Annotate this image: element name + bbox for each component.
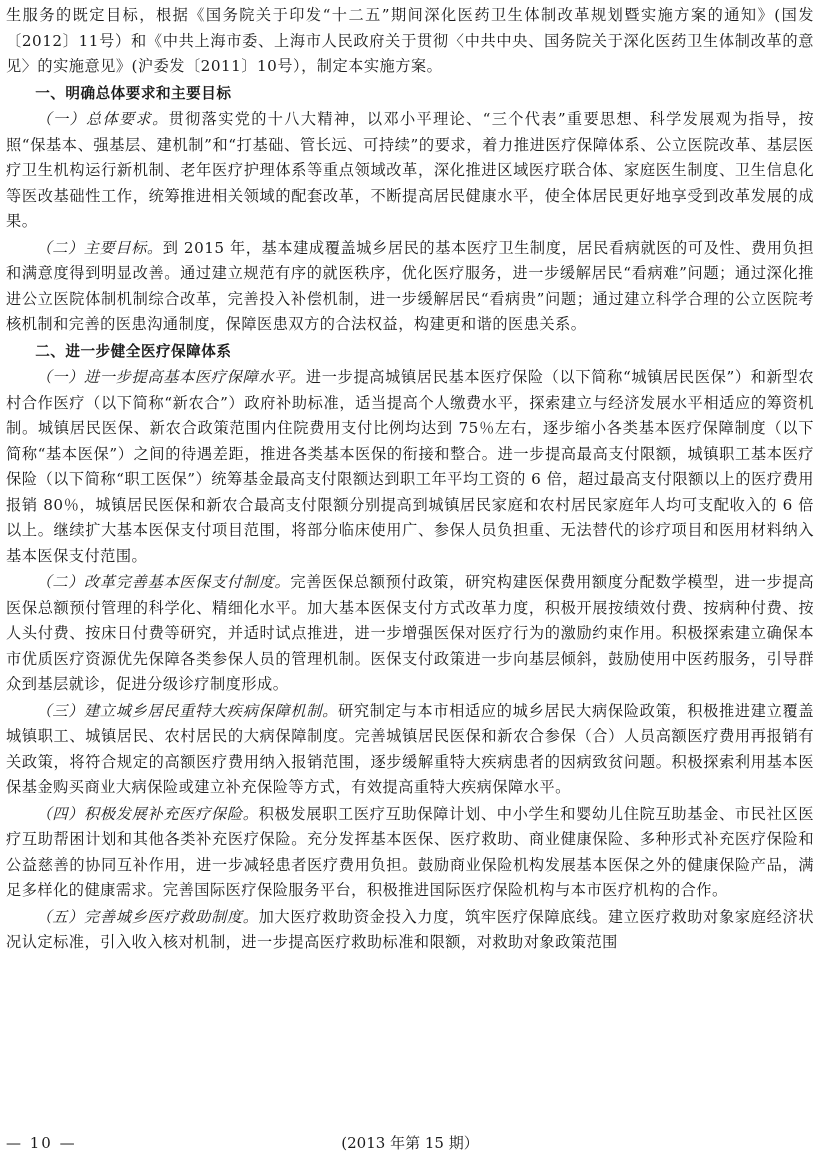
paragraph-lead: （二）主要目标。 [36,238,163,257]
paragraph-lead: （一）总体要求。 [36,110,169,128]
paragraph-text: 贯彻落实党的十八大精神，以邓小平理论、“三个代表”重要思想、科学发展观为指导，按照“保基本、强基层、建机制”和“打基础、管长远、可持续”的要求，着力推进医疗保障体系、公立医院改革、基层医疗卫生机构运行新机制、老年医疗护理体系等重点领域改革，深化推进区域医疗联合体、家庭医生制度、卫生信息化等医改基础性工作，统筹推进相关领域的配套改革，不断提高居民健康水平，使全体居民更好地享受到改革发展的成果。 [6,110,815,230]
paragraph-main-goals [6,236,814,338]
page-number: — 10 — [6,1134,77,1152]
paragraph-text: 研究制定与本市相适应的城乡居民大病保险政策，积极推进建立覆盖城镇职工、城镇居民、农村居民的大病保障制度。完善城镇居民医保和新农合参保（合）人员高额医疗费用再报销有关政策，将符合规定的高额医疗费用纳入报销范围，逐步缓解重特大疾病患者的因病致贫问题。积极探索利用基本医保基金购买商业大病保险或建立补充保险等方式，有效提高重特大疾病保障水平。 [6,701,815,796]
paragraph-lead: （二）改革完善基本医保支付制度。 [36,573,291,591]
paragraph-text: 到 2015 年，基本建成覆盖城乡居民的基本医疗卫生制度，居民看病就医的可及性、费用负担和满意度得到明显改善。通过建立规范有序的就医秩序，优化医疗服务，进一步缓解居民“看病难”问题；通过深化推进公立医院体制机制综合改革，完善投入补偿机制，进一步缓解居民“看病贵”问题；通过建立科学合理的公立医院考核机制和完善的医患沟通制度，保障医患双方的合法权益，构建更和谐的医患关系。 [6,238,814,333]
paragraph-payment-reform [6,570,814,698]
paragraph-text: 积极发展职工医疗互助保障计划、中小学生和婴幼儿住院互助基金、市民社区医疗互助帮困计划和其他各类补充医疗保险。充分发挥基本医保、医疗救助、商业健康保险、多种形式补充医疗保险和公益慈善的协同互补作用，进一步减轻患者医疗费用负担。鼓励商业保险机构发展基本医保之外的健康保险产品，满足多样化的健康需求。完善国际医疗保险服务平台，积极推进国际医疗保险机构与本市医疗机构的合作。 [6,804,815,899]
paragraph-general-requirements [6,107,814,235]
issue-label: (2013 年第 15 期） [341,1134,479,1152]
section-heading-2: 二、进一步健全医疗保障体系 [35,342,232,360]
paragraph-basic-insurance [6,365,814,569]
section-heading-1: 一、明确总体要求和主要目标 [35,84,232,102]
paragraph-intro: 生服务的既定目标，根据《国务院关于印发“十二五”期间深化医药卫生体制改革规划暨实施方案的通知》(国发〔2012〕11号）和《中共上海市委、上海市人民政府关于贯彻〈中共中央、国务院关于深化医药卫生体制改革的意见〉的实施意见》(沪委发〔2011〕10号），制定本实施方案。 [6,6,814,75]
paragraph-text: 完善医保总额预付政策，研究构建医保费用额度分配数学模型，进一步提高医保总额预付管理的科学化、精细化水平。加大基本医保支付方式改革力度，积极开展按绩效付费、按病种付费、按人头付费、按床日付费等研究，并适时试点推进，进一步增强医保对医疗行为的激励约束作用。积极探索建立确保本市优质医疗资源优先保障各类参保人员的管理机制。医保支付政策进一步向基层倾斜，鼓励使用中医药服务，引导群众到基层就诊，促进分级诊疗制度形成。 [6,573,815,693]
paragraph-lead: （三）建立城乡居民重特大疾病保障机制。 [36,701,338,720]
paragraph-text: 加大医疗救助资金投入力度，筑牢医疗保障底线。建立医疗救助对象家庭经济状况认定标准，引入收入核对机制，进一步提高医疗救助标准和限额，对救助对象政策范围 [6,907,815,951]
paragraph-supplementary-insurance [6,802,814,904]
paragraph-medical-assistance [6,905,814,956]
paragraph-lead: （一）进一步提高基本医疗保障水平。 [36,368,306,386]
paragraph-lead: （五）完善城乡医疗救助制度。 [36,907,259,926]
document-body [6,3,814,957]
paragraph-text: 进一步提高城镇居民基本医疗保险（以下简称“城镇居民医保”）和新型农村合作医疗（以下简称“新农合”）政府补助标准，适当提高个人缴费水平，探索建立与经济发展水平相适应的筹资机制。城镇居民医保、新农合政策范围内住院费用支付比例均达到 75％左右，逐步缩小各类基本医疗保障制度（以下简称“基本医保”）之间的待遇差距，推进各类基本医保的衔接和整合。进一步提高最高支付限额，城镇职工基本医疗保险（以下简称“职工医保”）统筹基金最高支付限额达到职工年平均工资的 6 倍，超过最高支付限额以上的医疗费用报销 80％，城镇居民医保和新农合最高支付限额分别提高到城镇居民家庭和农村居民家庭年人均可支配收入的 6 倍以上。继续扩大基本医保支付项目范围，将部分临床使用广、参保人员负担重、无法替代的诊疗项目和医用材料纳入基本医保支付范围。 [6,368,815,565]
paragraph-lead: （四）积极发展补充医疗保险。 [36,804,259,823]
page-footer [6,1130,814,1156]
paragraph-major-disease [6,699,814,801]
